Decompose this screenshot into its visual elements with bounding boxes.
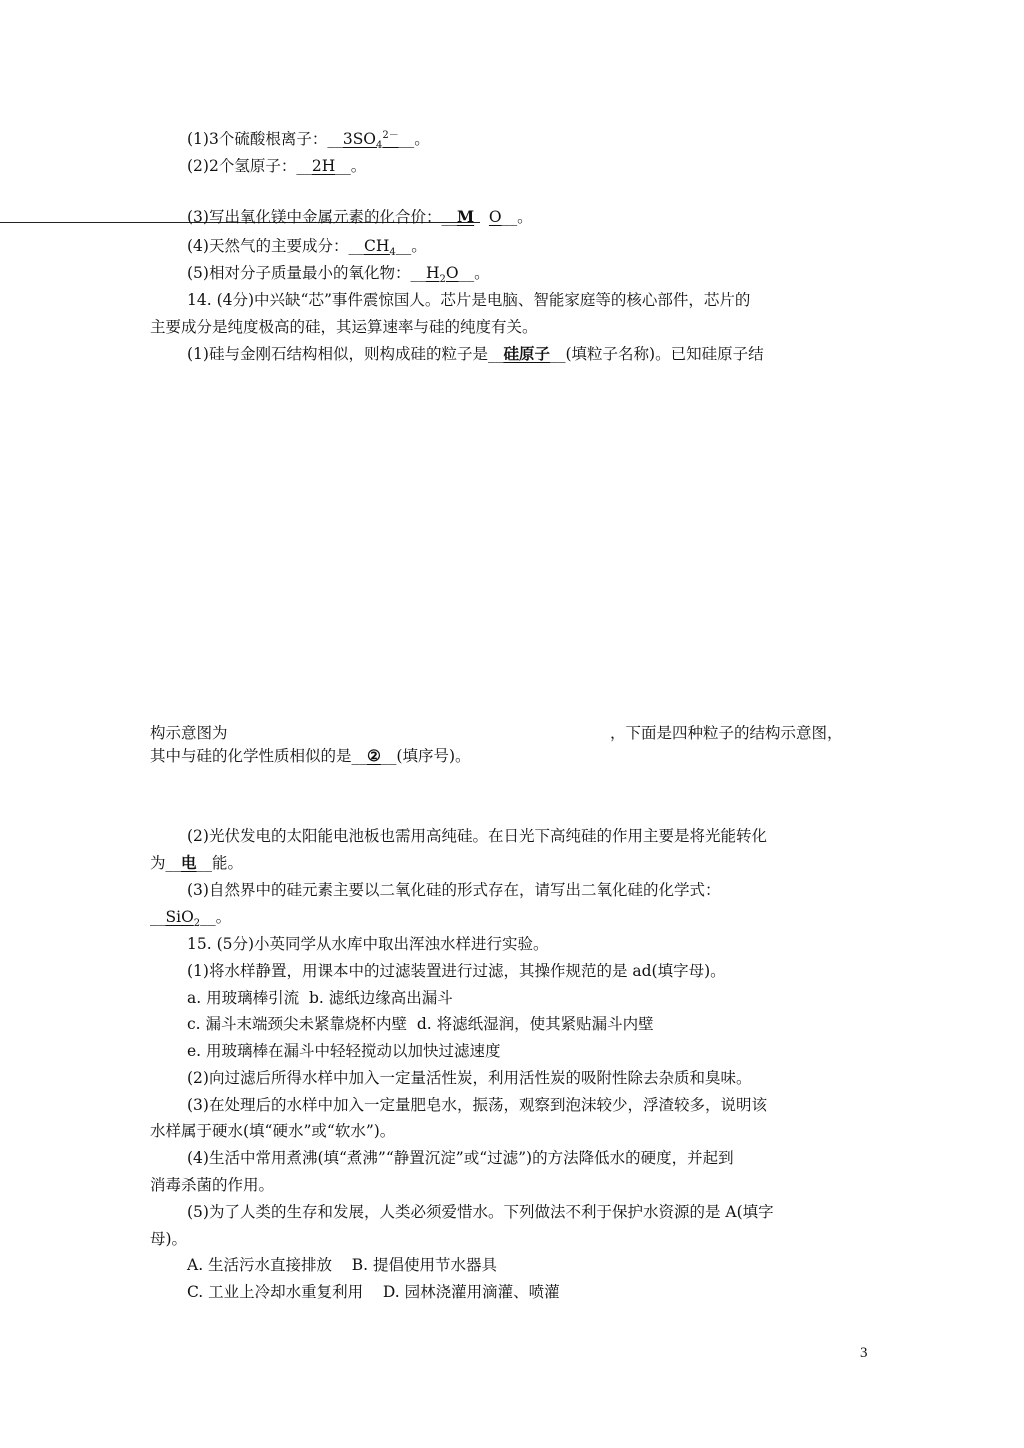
line-filtration: (1)将水样静置，用课本中的过滤装置进行过滤，其操作规范的是 ad(填字母)。 <box>187 962 726 980</box>
line-activated-carbon: (2)向过滤后所得水样中加入一定量活性炭，利用活性炭的吸附性除去杂质和臭味。 <box>187 1069 752 1087</box>
line-hard-water: 水样属于硬水(填“硬水”或“软水”)。 <box>150 1122 396 1140</box>
page-number: 3 <box>860 1345 868 1361</box>
question-14-text: 主要成分是纯度极高的硅，其运算速率与硅的纯度有关。 <box>150 318 538 336</box>
line-soap-water: (3)在处理后的水样中加入一定量肥皂水，振荡，观察到泡沫较少，浮渣较多，说明该 <box>187 1096 767 1114</box>
option-a-b: a. 用玻璃棒引流 b. 滤纸边缘高出漏斗 <box>187 989 453 1007</box>
answer-methane: $CH_4$ <box>363 237 396 259</box>
line-letter: 母)。 <box>150 1230 188 1248</box>
line-similar-property: 其中与硅的化学性质相似的是__②__(填序号)。 <box>150 746 471 765</box>
answer-sio2: SiO$_2$ <box>165 908 201 930</box>
line-boiling: (4)生活中常用煮沸(填“煮沸”“静置沉淀”或“过滤”)的方法降低水的硬度，并起到 <box>187 1149 734 1167</box>
answer-number-two: ② <box>367 746 381 765</box>
answer-silicon-atom: 硅原子 <box>503 344 550 363</box>
answer-hydrogen: 2H <box>311 157 336 175</box>
line-natural-gas: (4)天然气的主要成分：$\_\_CH_4\_\_$。 <box>187 237 427 259</box>
line-sio2-answer: __SiO$_2$__。 <box>150 908 232 930</box>
option-c-d: c. 漏斗末端颈尖未紧靠烧杯内壁 d. 将滤纸湿润，使其紧贴漏斗内壁 <box>187 1015 654 1033</box>
line-disinfection: 消毒杀菌的作用。 <box>150 1176 275 1194</box>
question-14-header: 14. (4分)中兴缺“芯”事件震惊国人。芯片是电脑、智能家庭等的核心部件，芯片的 <box>187 291 751 309</box>
answer-water: $H_2O$ <box>425 264 459 286</box>
line-valence: (3)写出氧化镁中金属元素的化合价：__M O__。 <box>187 207 533 226</box>
option-e: e. 用玻璃棒在漏斗中轻轻搅动以加快过滤速度 <box>187 1042 501 1060</box>
line-structure-diagram-left: 构示意图为 <box>150 724 228 742</box>
option-A-B: A. 生活污水直接排放 B. 提倡使用节水器具 <box>187 1256 498 1274</box>
line-smallest-oxide: (5)相对分子质量最小的氧化物：$\_\_H_2O\_\_$。 <box>187 264 490 286</box>
line-silicon-dioxide: (3)自然界中的硅元素主要以二氧化硅的形式存在，请写出二氧化硅的化学式： <box>187 881 721 899</box>
option-C-D: C. 工业上冷却水重复利用 D. 园林浇灌用滴灌、喷灌 <box>187 1283 560 1301</box>
line-protect-water: (5)为了人类的生存和发展，人类必须爱惜水。下列做法不利于保护水资源的是 A(填字 <box>187 1203 774 1221</box>
question-15-header: 15. (5分)小英同学从水库中取出浑浊水样进行实验。 <box>187 935 549 953</box>
line-structure-diagram-right: ，下面是四种粒子的结构示意图， <box>610 724 843 742</box>
answer-sulfate: $3SO_4^{2-}$ <box>342 129 399 152</box>
line-energy-conversion: 为__电__能。 <box>150 853 244 872</box>
answer-electric: 电 <box>181 853 197 872</box>
answer-oxygen-symbol: O <box>488 208 502 226</box>
line-sulfate-ions: (1)3个硫酸根离子：$\_\_3SO_4^{2-}\_\_$。 <box>187 129 430 152</box>
line-solar-panel: (2)光伏发电的太阳能电池板也需用高纯硅。在日光下高纯硅的作用主要是将光能转化 <box>187 827 767 845</box>
line-silicon-particle: (1)硅与金刚石结构相似，则构成硅的粒子是__硅原子__(填粒子名称)。已知硅原子结 <box>187 344 764 363</box>
answer-metal-symbol: M <box>456 207 475 226</box>
question-text: (1)3个硫酸根离子：__ <box>187 130 343 148</box>
line-hydrogen-atoms: (2)2个氢原子：__2H__。 <box>187 157 367 175</box>
